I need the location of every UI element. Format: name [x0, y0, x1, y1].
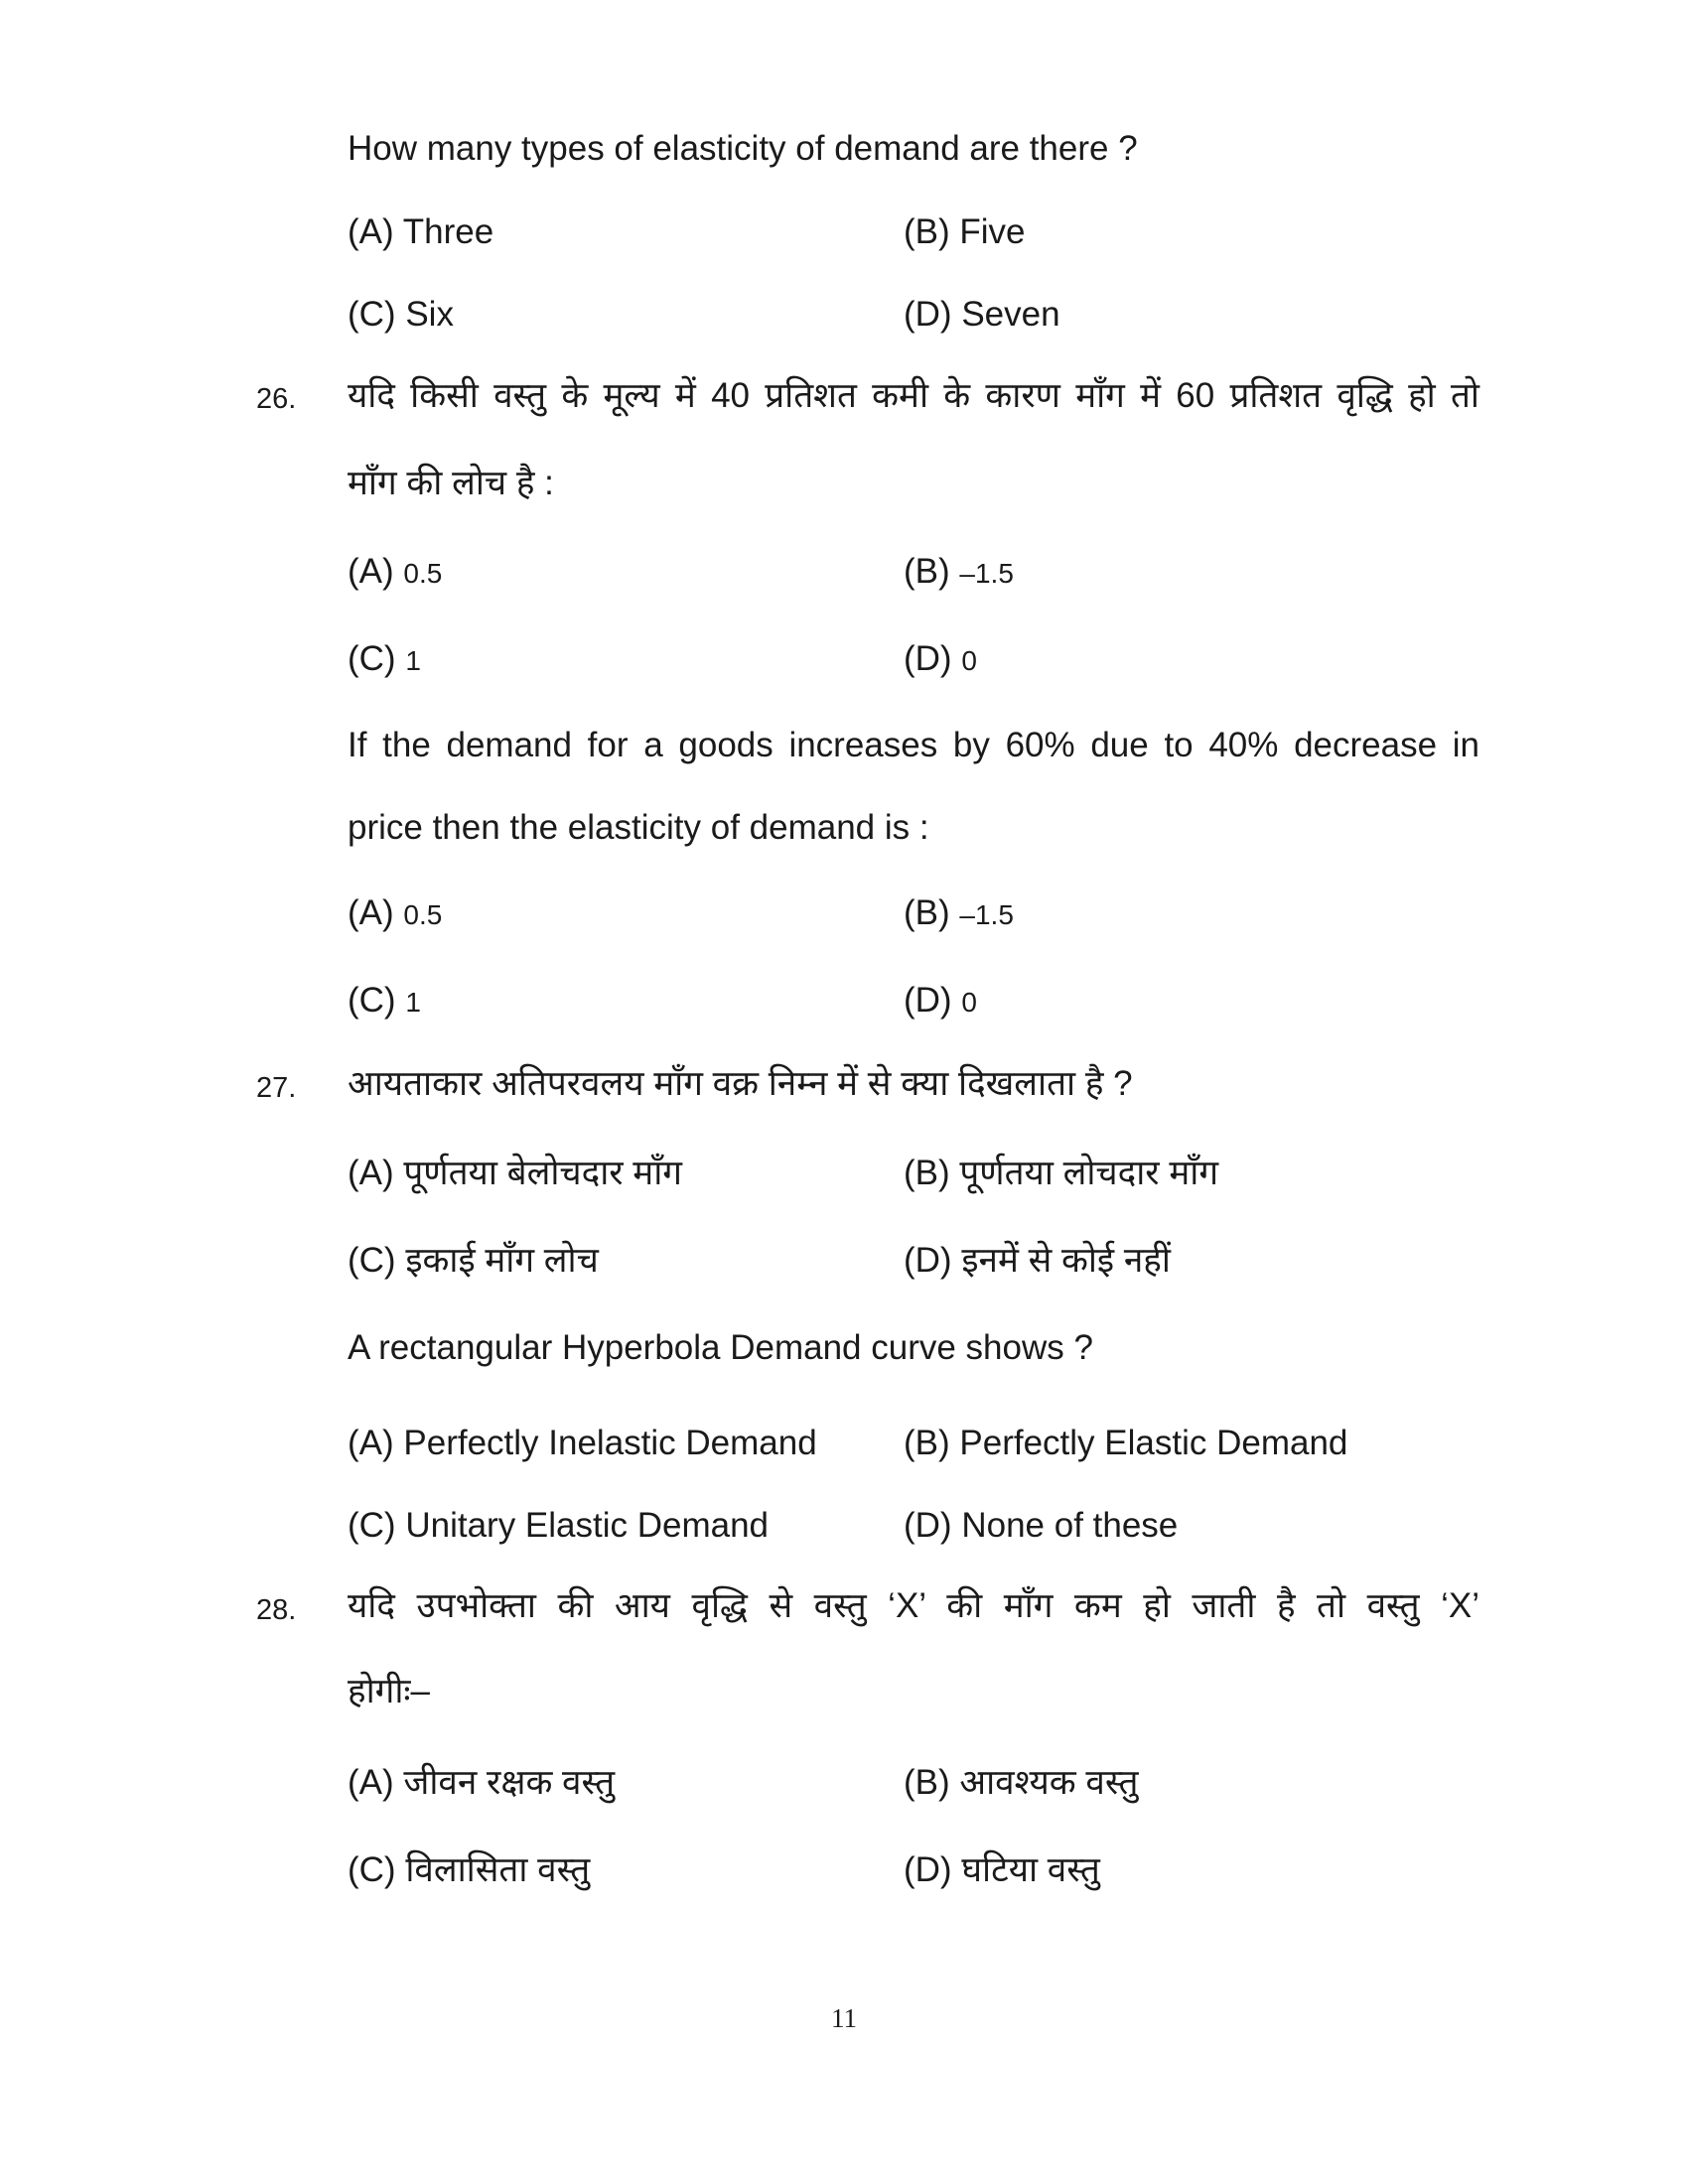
- option-label: (A): [348, 1424, 394, 1462]
- q27-en-option-a: [348, 1420, 817, 1467]
- q28-hi-option-a: [348, 1759, 615, 1807]
- option-text: Six: [405, 295, 454, 334]
- option-label: (A): [348, 893, 394, 932]
- q26-hindi-line2: माँग की लोच है :: [348, 464, 554, 502]
- q26-en-option-a: [348, 889, 442, 939]
- option-text: –1.5: [959, 558, 1014, 589]
- option-text: आवश्यक वस्तु: [959, 1763, 1139, 1802]
- option-label: (C): [348, 1506, 396, 1545]
- q28-number: 28.: [256, 1594, 297, 1626]
- q28-hindi-line1: यदि उपभोक्ता की आय वृद्धि से वस्तु ‘X’ की माँग कम हो जाती है तो वस्तु ‘X’: [348, 1586, 1479, 1625]
- option-label: (C): [348, 1850, 396, 1889]
- option-text: 0.5: [403, 558, 443, 589]
- option-label: (B): [904, 552, 950, 591]
- option-text: Perfectly Inelastic Demand: [403, 1424, 817, 1462]
- q25-option-d: [904, 291, 1060, 339]
- option-text: None of these: [961, 1506, 1179, 1545]
- option-label: (A): [348, 552, 394, 591]
- option-label: (B): [904, 212, 950, 251]
- q26-en-option-b: [904, 889, 1014, 939]
- page-number: 11: [831, 2003, 857, 2033]
- q27-english-text: A rectangular Hyperbola Demand curve shows ?: [348, 1328, 1093, 1367]
- option-text: इकाई माँग लोच: [405, 1241, 599, 1280]
- option-text: Perfectly Elastic Demand: [959, 1424, 1348, 1462]
- q26-hindi-line1: यदि किसी वस्तु के मूल्य में 40 प्रतिशत कमी के कारण माँग में 60 प्रतिशत वृद्धि हो तो: [348, 376, 1479, 415]
- option-label: (C): [348, 639, 396, 678]
- q26-hi-option-b: [904, 548, 1014, 598]
- option-text: इनमें से कोई नहीं: [961, 1241, 1171, 1280]
- option-text: विलासिता वस्तु: [405, 1850, 591, 1889]
- option-text: 0: [961, 645, 977, 676]
- option-label: (D): [904, 1506, 952, 1545]
- option-text: Seven: [961, 295, 1060, 334]
- q25-question-text: How many types of elasticity of demand are there ?: [348, 129, 1138, 168]
- q26-english-line1: If the demand for a goods increases by 60% due to 40% decrease in: [348, 726, 1479, 764]
- option-text: पूर्णतया बेलोचदार माँग: [403, 1154, 683, 1192]
- option-label: (A): [348, 212, 394, 251]
- q27-hi-option-b: [904, 1150, 1218, 1197]
- option-text: 0.5: [403, 899, 443, 930]
- option-label: (C): [348, 295, 396, 334]
- option-text: Five: [959, 212, 1026, 251]
- q27-hi-option-a: [348, 1150, 682, 1197]
- option-label: (D): [904, 981, 952, 1020]
- q28-hi-option-b: [904, 1759, 1138, 1807]
- q26-hi-option-a: [348, 548, 442, 598]
- q27-hi-option-d: [904, 1237, 1171, 1285]
- option-text: Three: [402, 212, 494, 251]
- q25-option-b: [904, 208, 1026, 256]
- option-text: –1.5: [959, 899, 1014, 930]
- q26-hi-option-c: [348, 635, 421, 685]
- option-label: (D): [904, 1850, 952, 1889]
- q26-english-line2: price then the elasticity of demand is :: [348, 808, 929, 847]
- q27-en-option-b: [904, 1420, 1347, 1467]
- option-label: (B): [904, 1763, 950, 1802]
- q26-hi-option-d: [904, 635, 977, 685]
- option-label: (B): [904, 1154, 950, 1192]
- option-label: (B): [904, 1424, 950, 1462]
- q28-hindi-line2: होगीः–: [348, 1672, 430, 1710]
- option-text: जीवन रक्षक वस्तु: [403, 1763, 616, 1802]
- option-label: (B): [904, 893, 950, 932]
- option-label: (D): [904, 295, 952, 334]
- option-label: (D): [904, 1241, 952, 1280]
- q27-hi-option-c: [348, 1237, 599, 1285]
- option-label: (D): [904, 639, 952, 678]
- option-text: Unitary Elastic Demand: [405, 1506, 770, 1545]
- option-label: (C): [348, 1241, 396, 1280]
- q26-en-option-c: [348, 977, 421, 1026]
- q27-number: 27.: [256, 1072, 297, 1104]
- option-text: घटिया वस्तु: [961, 1850, 1100, 1889]
- option-label: (A): [348, 1154, 394, 1192]
- q25-option-a: [348, 208, 493, 256]
- option-text: 1: [405, 987, 421, 1018]
- q26-en-option-d: [904, 977, 977, 1026]
- q27-hindi-text: आयताकार अतिपरवलय माँग वक्र निम्न में से क्या दिखलाता है ?: [348, 1064, 1133, 1103]
- option-label: (C): [348, 981, 396, 1020]
- option-text: 0: [961, 987, 977, 1018]
- q26-number: 26.: [256, 383, 297, 415]
- option-text: पूर्णतया लोचदार माँग: [959, 1154, 1219, 1192]
- q25-option-c: [348, 291, 454, 339]
- q28-hi-option-c: [348, 1846, 590, 1894]
- q27-en-option-c: [348, 1502, 769, 1550]
- option-text: 1: [405, 645, 421, 676]
- option-label: (A): [348, 1763, 394, 1802]
- q28-hi-option-d: [904, 1846, 1100, 1894]
- q27-en-option-d: [904, 1502, 1178, 1550]
